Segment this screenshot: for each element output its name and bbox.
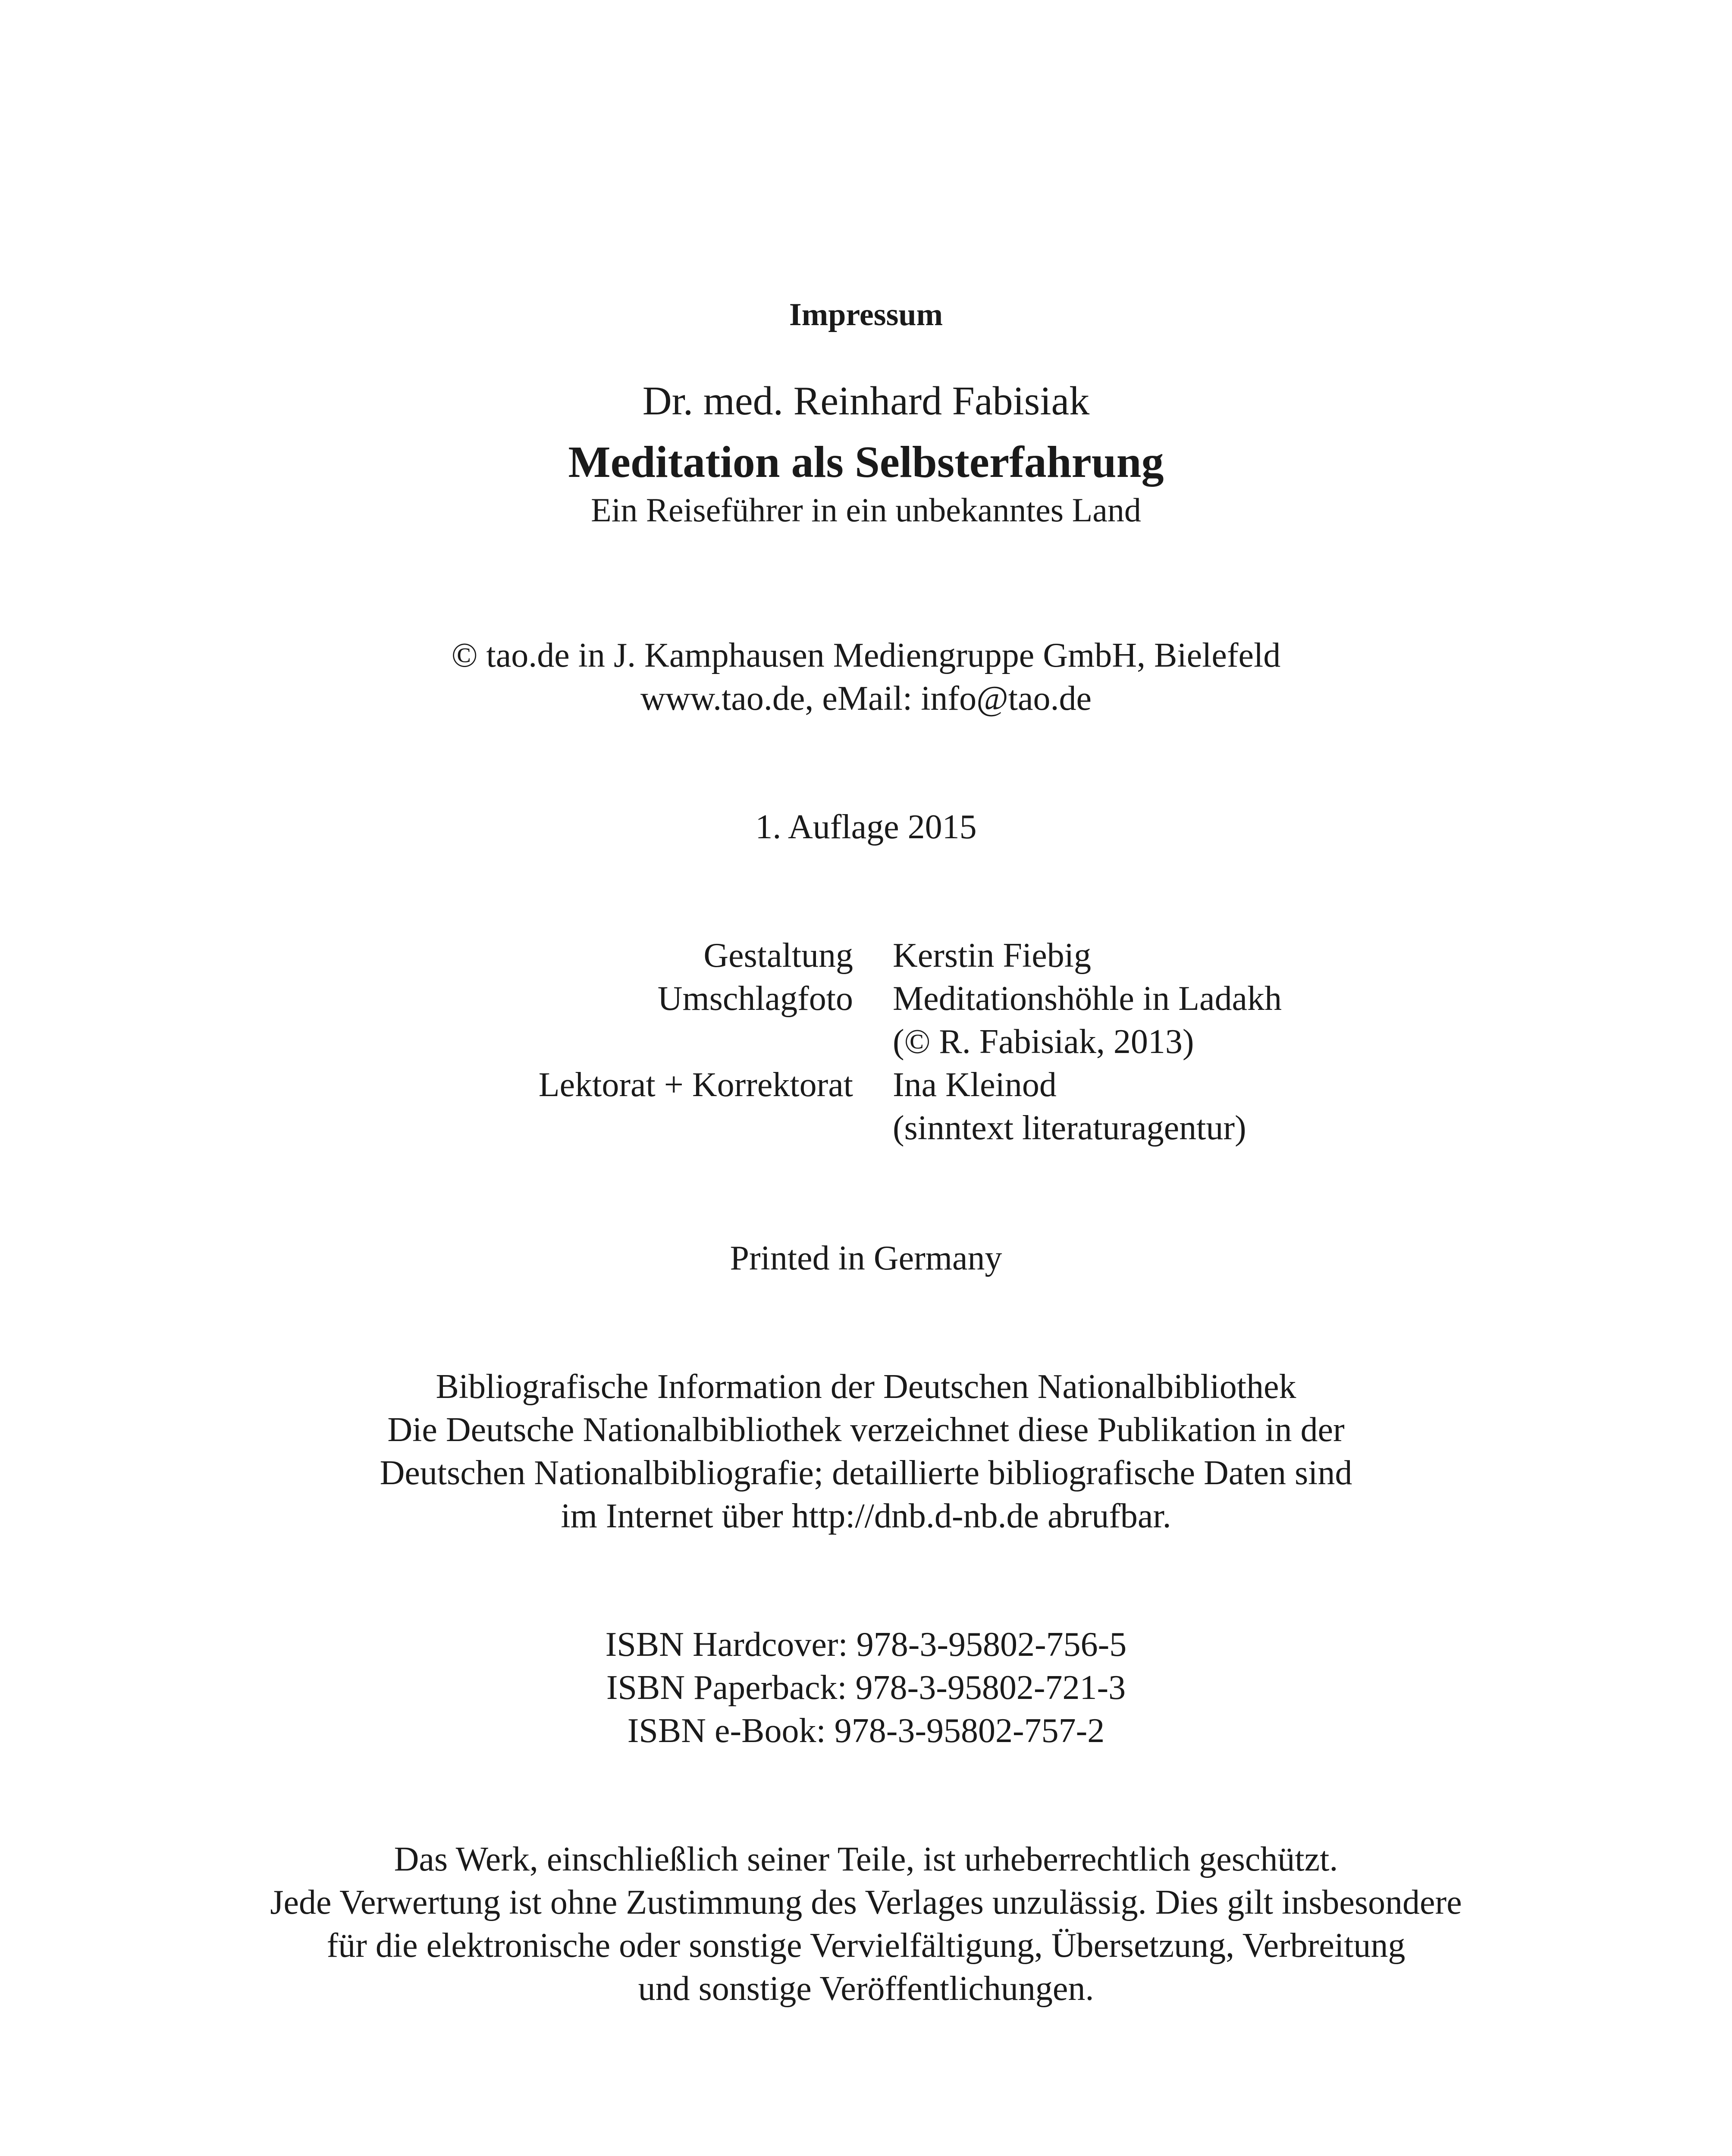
edition-line: 1. Auflage 2015 — [755, 808, 977, 846]
credit-role: Lektorat + Korrektorat — [538, 1066, 853, 1104]
credit-role: Umschlagfoto — [657, 980, 853, 1018]
legal-line: Das Werk, einschließlich seiner Teile, ist urheberrechtlich geschützt. — [394, 1840, 1338, 1878]
credit-value: Meditationshöhle in Ladakh — [893, 980, 1282, 1018]
page-heading: Impressum — [789, 297, 943, 332]
credit-row — [0, 1106, 1732, 1150]
bibliographic-line: Deutschen Nationalbibliografie; detaillierte bibliografische Daten sind — [380, 1454, 1352, 1492]
isbn-ebook: ISBN e-Book: 978-3-95802-757-2 — [627, 1712, 1105, 1750]
copyright-block — [0, 634, 1732, 720]
credit-row — [0, 977, 1732, 1020]
credits-block — [0, 934, 1732, 1150]
legal-line: Jede Verwertung ist ohne Zustimmung des Verlages unzulässig. Dies gilt insbesondere — [270, 1883, 1462, 1921]
credit-row — [0, 934, 1732, 977]
copyright-line: © tao.de in J. Kamphausen Mediengruppe GmbH, Bielefeld — [451, 636, 1281, 674]
bibliographic-block — [0, 1365, 1732, 1538]
legal-line: und sonstige Veröffentlichungen. — [638, 1970, 1094, 2008]
isbn-hardcover: ISBN Hardcover: 978-3-95802-756-5 — [605, 1626, 1127, 1664]
credit-row — [0, 1063, 1732, 1106]
isbn-paperback: ISBN Paperback: 978-3-95802-721-3 — [606, 1669, 1126, 1707]
credit-value: Kerstin Fiebig — [893, 937, 1091, 975]
legal-notice-block — [0, 1838, 1732, 2010]
bibliographic-line: Bibliografische Information der Deutschen Nationalbibliothek — [436, 1368, 1296, 1406]
book-subtitle: Ein Reiseführer in ein unbekanntes Land — [591, 491, 1141, 529]
legal-line: für die elektronische oder sonstige Vervielfältigung, Übersetzung, Verbreitung — [326, 1927, 1406, 1965]
isbn-block — [0, 1623, 1732, 1752]
credit-value: (© R. Fabisiak, 2013) — [893, 1023, 1194, 1061]
credit-row — [0, 1020, 1732, 1063]
publisher-contact-line: www.tao.de, eMail: info@tao.de — [640, 680, 1092, 718]
bibliographic-line: Die Deutsche Nationalbibliothek verzeichnet diese Publikation in der — [387, 1411, 1345, 1449]
printed-in-line: Printed in Germany — [730, 1239, 1002, 1277]
book-title: Meditation als Selbsterfahrung — [568, 437, 1164, 487]
credit-value: Ina Kleinod — [893, 1066, 1057, 1104]
credit-value: (sinntext literaturagentur) — [893, 1109, 1246, 1147]
book-author: Dr. med. Reinhard Fabisiak — [642, 379, 1090, 423]
bibliographic-line: im Internet über http://dnb.d-nb.de abrufbar. — [561, 1497, 1171, 1535]
credit-role: Gestaltung — [703, 937, 853, 975]
